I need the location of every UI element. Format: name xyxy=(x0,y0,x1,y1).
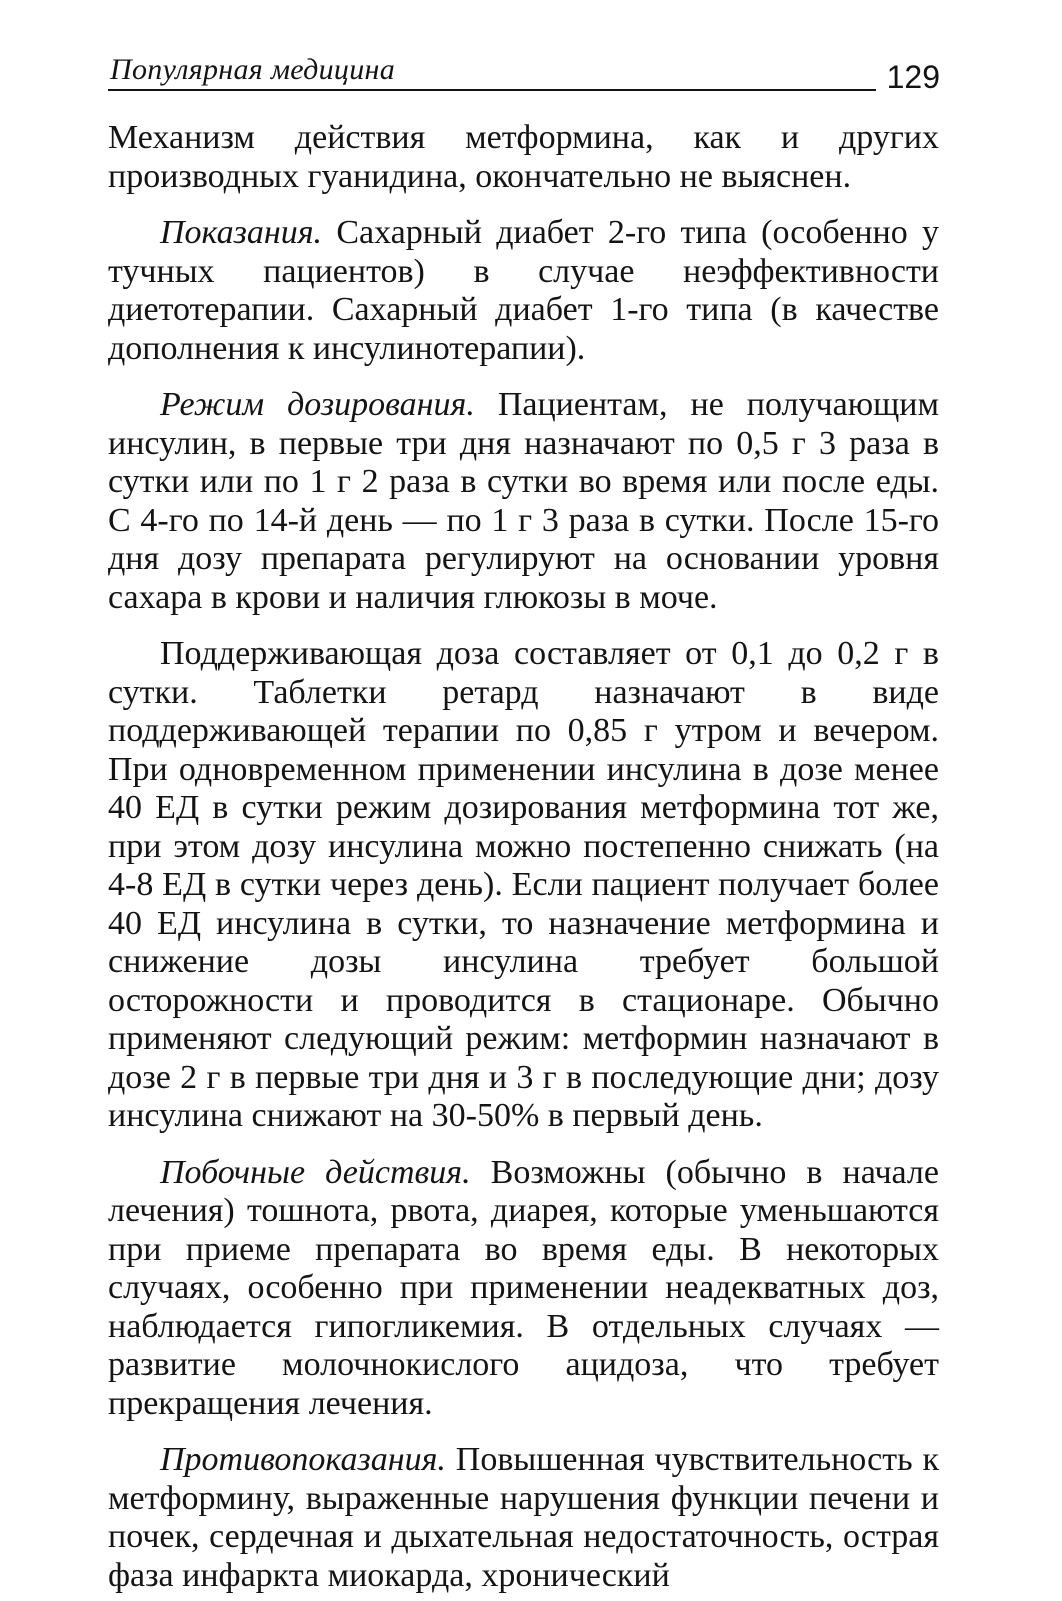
paragraph-maintenance-dose xyxy=(108,635,939,1136)
paragraph-lead: Побочные действия. xyxy=(160,1153,471,1191)
paragraph-mechanism xyxy=(108,119,939,196)
page-number: 129 xyxy=(886,59,940,95)
paragraph-contraindications xyxy=(108,1441,939,1595)
paragraph-dosage xyxy=(108,386,939,617)
paragraph-lead: Режим дозирования. xyxy=(160,386,475,423)
paragraph-lead: Показания. xyxy=(160,214,323,251)
running-header xyxy=(108,52,940,98)
paragraph-side-effects xyxy=(108,1154,939,1424)
paragraph-indications xyxy=(108,214,939,368)
paragraph-text: Повышенная чувствительность к метформину, выраженные нарушения функции печени и почек, сердечная и дыхательная недостаточность, острая фаза инфаркта миокарда, хронический xyxy=(108,1441,939,1594)
paragraph-lead: Противопоказания. xyxy=(160,1441,446,1478)
paragraph-text: Поддерживающая доза составляет от 0,1 до 0,2 г в сутки. Таблетки ретард назначают в виде поддерживающей терапии по 0,85 г утром и вечером. При одновременном применении инсулина в дозе менее 40 ЕД в сутки режим дозирования метформина тот же, при этом дозу инсулина можно постепенно снижать (на 4-8 ЕД в сутки через день). Если пациент получает более 40 ЕД инсулина в сутки, то назначение метформина и снижение дозы инсулина требует большой осторожности и проводится в стационаре. Обычно применяют следующий режим: метформин назначают в дозе 2 г в первые три дня и 3 г в последующие дни; дозу инсулина снижают на 30-50% в первый день. xyxy=(108,635,939,1134)
paragraph-text: Пациентам, не получающим инсулин, в первые три дня назначают по 0,5 г 3 раза в сутки или по 1 г 2 раза в сутки во время или после еды. С 4-го по 14-й день — по 1 г 3 раза в сутки. После 15-го дня дозу препарата регулируют на основании уровня сахара в крови и наличия глюкозы в моче. xyxy=(108,386,939,616)
body-text xyxy=(108,119,939,1595)
paragraph-text: Возможны (обычно в начале лечения) тошнота, рвота, диарея, которые уменьшаются при приеме препарата во время еды. В некоторых случаях, особенно при применении неадекватных доз, наблюдается гипогликемия. В отдельных случаях — развитие молочнокислого ацидоза, что требует прекращения лечения. xyxy=(108,1153,939,1422)
paragraph-text: Сахарный диабет 2-го типа (особенно у тучных пациентов) в случае неэффективности диетотерапии. Сахарный диабет 1-го типа (в качестве дополнения к инсулинотерапии). xyxy=(108,214,939,367)
paragraph-text: Механизм действия метформина, как и других производных гуанидина, окончательно не выяснен. xyxy=(108,119,939,195)
running-header-title: Популярная медицина xyxy=(110,53,396,86)
header-rule xyxy=(108,89,876,91)
